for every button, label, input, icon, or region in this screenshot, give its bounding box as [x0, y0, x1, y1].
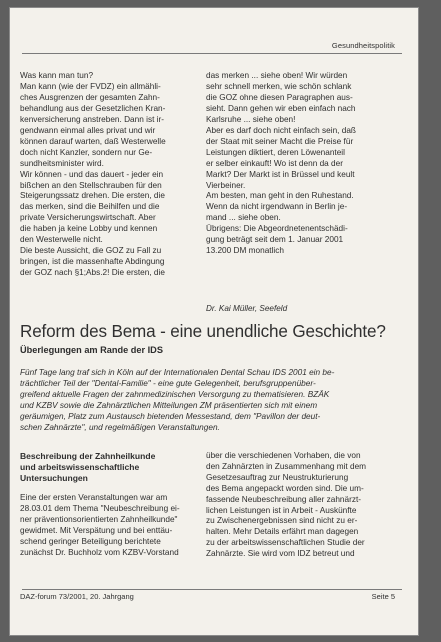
article-right-body: über die verschiedenen Vorhaben, die von den Zahnärzten in Zusammenhang mit dem Gesetzesauftrag zur Neustrukturierung des Bema angepackt worden sind. Die um- fassende Neubeschreibung aller zahnärzt- lichen Leistungen ist in Arbeit - Auskünfte zu Zwischenergebnissen sind nicht zu er- halten. Mehr Details erfährt man dagegen zu der arbeitswissenschaftlichen Studie der Zahnärzte. Sie wird vom IDZ betreut und — [206, 451, 367, 559]
top-rule — [22, 53, 402, 54]
publication-footer: DAZ-forum 73/2001, 20. Jahrgang — [20, 592, 134, 601]
letter-right-column: das merken ... siehe oben! Wir würden sehr schnell merken, wie schön schlank die GOZ ohne diesen Paragraphen aus- sieht. Dann gehen wir eben einfach nach Karlsruhe ... siehe oben! Aber es darf doch nicht einfach sein, daß der Staat mit seiner Macht die Preise für Leistungen diktiert, deren Löwenanteil er selber einkauft! Wo ist denn da der Markt? Der Markt ist in Brüssel und keult Vierbeiner. Am besten, man geht in den Ruhestand. Wenn da nicht irgendwann in Berlin je- mand ... siehe oben. Übrigens: Die Abgeordnetenentschädi- gung beträgt seit dem 1. Januar 2001 13.200 DM monatlich — [206, 71, 356, 256]
bottom-rule — [22, 589, 402, 590]
page-number: Seite 5 — [371, 592, 395, 601]
document-page — [10, 8, 418, 635]
section-label: Gesundheitspolitik — [331, 41, 395, 50]
article-left-body: Eine der ersten Veranstaltungen war am 28.03.01 dem Thema "Neubeschreibung ei- ner präventionsorientierten Zahnheilkunde" gewidmet. Mit Verspätung und bei enttäu- schend geringer Beteiligung berichtete zunächst Dr. Buchholz vom KZBV-Vorstand — [20, 493, 180, 557]
section-heading: Beschreibung der Zahnheilkunde und arbeitswissenschaftliche Untersuchungen — [20, 451, 156, 483]
article-title: Reform des Bema - eine unendliche Geschichte? — [20, 322, 386, 341]
article-subtitle: Überlegungen am Rande der IDS — [20, 345, 163, 355]
letter-signature: Dr. Kai Müller, Seefeld — [206, 304, 288, 313]
letter-left-column: Was kann man tun? Man kann (wie der FVDZ) ein allmähli- ches Ausgrenzen der gesamten Zahn- behandlung aus der Gesetzlichen Kran- kenversicherung anstreben. Dann ist ir- gendwann einmal alles privat und wir können darauf warten, daß Westerwelle doch nicht Kanzler, sondern nur Ge- sundheitsminister wird. Wir können - und das dauert - jeder ein bißchen an den Stellschrauben für den Steigerungssatz drehen. Die ersten, die das merken, sind die Beihilfen und die private Versicherungswirtschaft. Aber die haben ja keine Lobby und kennen den Westerwelle nicht. Die beste Aussicht, die GOZ zu Fall zu bringen, ist die massenhafte Abdingung der GOZ nach §1;Abs.2! Die ersten, die — [20, 71, 166, 278]
article-intro: Fünf Tage lang traf sich in Köln auf der Internationalen Dental Schau IDS 2001 ein be- trächtlicher Teil der "Dental-Familie" - eine gute Gelegenheit, berufsgruppenüber- greifend aktuelle Fragen der zahnmedizinischen Versorgung zu thematisieren. BZÄK und KZBV sowie die Zahnärztlichen Mitteilungen ZM präsentierten sich mit einem geräumigen, Platz zum Austausch bietenden Messestand, dem "Pavillon der deut- schen Zahnärzte", und regelmäßigen Veranstaltungen. — [20, 368, 335, 432]
